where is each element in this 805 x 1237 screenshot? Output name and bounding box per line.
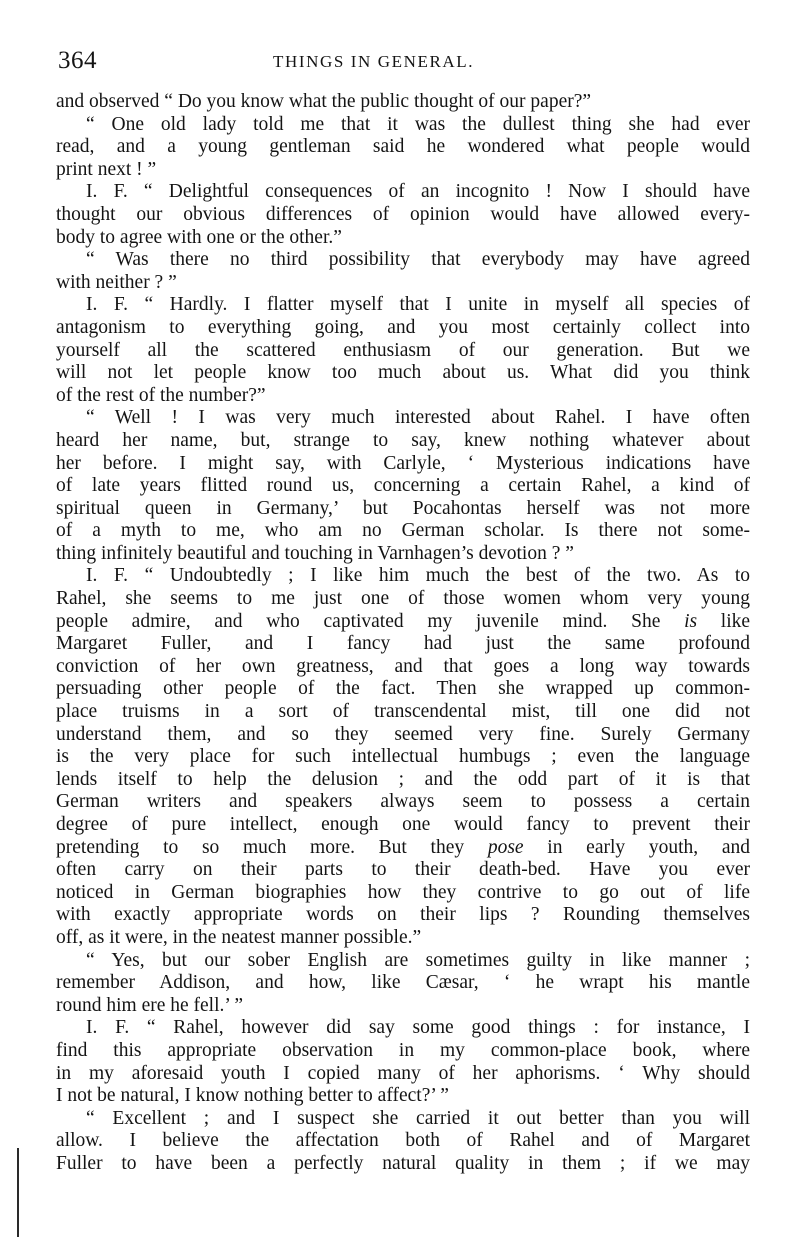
margin-rule <box>17 1148 19 1237</box>
text-line <box>56 430 750 453</box>
text-line <box>56 204 750 227</box>
italic-word: pose <box>487 836 524 858</box>
text-line <box>56 1017 750 1040</box>
text-line <box>56 791 750 814</box>
text-line-content: antagonism to everything going, and you most certainly collect into <box>56 316 750 338</box>
text-line-content: “ Yes, but our sober English are sometimes guilty in like manner ; <box>86 949 750 971</box>
text-line <box>56 272 750 295</box>
text-line-content: “ Was there no third possibility that everybody may have agreed <box>86 249 750 271</box>
text-line-content: with exactly appropriate words on their lips ? Rounding themselves <box>56 904 750 926</box>
page-number: 364 <box>58 47 97 74</box>
text-line <box>56 91 750 114</box>
text-line-content: heard her name, but, strange to say, knew nothing whatever about <box>56 429 750 451</box>
text-line <box>56 837 750 860</box>
text-line <box>56 227 750 250</box>
text-line <box>56 1108 750 1131</box>
text-line <box>56 181 750 204</box>
text-line-content: thought our obvious differences of opinion would have allowed every- <box>56 203 750 225</box>
text-line-continuation: like <box>720 610 751 632</box>
text-line-content: I. F. “ Undoubtedly ; I like him much the best of the two. As to <box>86 565 750 587</box>
text-line-content: I. F. “ Hardly. I flatter myself that I unite in myself all species of <box>86 294 750 316</box>
text-line <box>56 769 750 792</box>
text-line-content: degree of pure intellect, enough one would fancy to prevent their <box>56 814 750 835</box>
text-line <box>56 904 750 927</box>
text-line-content: pretending to so much more. But they <box>56 836 465 858</box>
text-line <box>56 724 750 747</box>
text-line <box>56 995 750 1018</box>
text-line-content: understand them, and so they seemed very fine. Surely Germany <box>56 723 750 745</box>
text-line <box>56 385 750 408</box>
text-line <box>56 1085 750 1108</box>
text-line <box>56 1153 750 1176</box>
text-line <box>56 317 750 340</box>
text-line <box>56 950 750 973</box>
text-line-content: round him ere he fell.’ ” <box>56 994 243 1016</box>
text-line <box>56 633 750 656</box>
text-line <box>56 882 750 905</box>
text-line-content: Rahel, she seems to me just one of those women whom very young <box>56 588 750 610</box>
text-line-content: allow. I believe the affectation both of Rahel and of Margaret <box>56 1130 750 1152</box>
text-line-content: will not let people know too much about us. What did you think <box>56 362 750 384</box>
text-line <box>56 249 750 272</box>
text-line-content: of the rest of the number?” <box>56 384 266 406</box>
text-line <box>56 927 750 950</box>
text-line-content: people admire, and who captivated my juvenile mind. She <box>56 610 661 632</box>
text-line <box>56 159 750 182</box>
text-line <box>56 407 750 430</box>
text-line <box>56 565 750 588</box>
text-line-content: of late years flitted round us, concerning a certain Rahel, a kind of <box>56 475 750 497</box>
text-line-content: place truisms in a sort of transcendental mist, till one did not <box>56 701 750 723</box>
text-line <box>56 972 750 995</box>
text-line-content: I not be natural, I know nothing better to affect?’ ” <box>56 1085 449 1107</box>
text-line-content: thing infinitely beautiful and touching in Varnhagen’s devotion ? ” <box>56 542 574 564</box>
text-line-content: in my aforesaid youth I copied many of her aphorisms. ‘ Why should <box>56 1062 750 1084</box>
italic-word: is <box>684 610 698 632</box>
text-line-content: with neither ? ” <box>56 271 177 293</box>
text-line <box>56 859 750 882</box>
text-line-content: her before. I might say, with Carlyle, ‘ Mysterious indications have <box>56 452 750 474</box>
body-text <box>56 91 750 1176</box>
text-line-content: of a myth to me, who am no German scholar. Is there not some- <box>56 520 750 542</box>
text-line <box>56 1063 750 1086</box>
text-line <box>56 520 750 543</box>
text-line-content: spiritual queen in Germany,’ but Pocahontas herself was not more <box>56 497 750 519</box>
text-line-content: lends itself to help the delusion ; and the odd part of it is that <box>56 768 750 790</box>
text-line <box>56 746 750 769</box>
text-line-content: I. F. “ Rahel, however did say some good things : for instance, I <box>86 1017 750 1039</box>
text-line-content: noticed in German biographies how they contrive to go out of life <box>56 881 750 903</box>
text-line-content: Margaret Fuller, and I fancy had just the same profound <box>56 633 750 655</box>
text-line <box>56 1130 750 1153</box>
text-line <box>56 340 750 363</box>
running-title: THINGS IN GENERAL. <box>273 52 475 71</box>
text-line <box>56 294 750 317</box>
text-line-content: remember Addison, and how, like Cæsar, ‘ he wrapt his mantle <box>56 972 750 994</box>
text-line <box>56 611 750 634</box>
text-line <box>56 656 750 679</box>
text-line-content: “ Well ! I was very much interested about Rahel. I have often <box>86 407 750 429</box>
text-line-content: yourself all the scattered enthusiasm of our generation. But we <box>56 339 750 361</box>
text-line-content: “ One old lady told me that it was the dullest thing she had ever <box>86 113 750 135</box>
text-line-content: I. F. “ Delightful consequences of an incognito ! Now I should have <box>86 181 750 203</box>
text-line <box>56 1040 750 1063</box>
text-line <box>56 362 750 385</box>
text-line-content: Fuller to have been a perfectly natural quality in them ; if we may <box>56 1152 750 1174</box>
text-line-content: conviction of her own greatness, and that goes a long way towards <box>56 655 750 677</box>
text-line <box>56 543 750 566</box>
text-line <box>56 136 750 159</box>
text-line-content: find this appropriate observation in my common-place book, where <box>56 1039 750 1061</box>
text-line-content: German writers and speakers always seem to possess a certain <box>56 791 750 813</box>
text-line-content: off, as it were, in the neatest manner possible.” <box>56 926 422 948</box>
text-line <box>56 475 750 498</box>
text-line <box>56 678 750 701</box>
text-line-content: is the very place for such intellectual humbugs ; even the language <box>56 746 750 768</box>
text-line <box>56 498 750 521</box>
text-line <box>56 701 750 724</box>
text-line-content: read, and a young gentleman said he wondered what people would <box>56 136 750 158</box>
text-line <box>56 588 750 611</box>
text-line <box>56 114 750 137</box>
page-header <box>58 46 758 76</box>
text-line-content: print next ! ” <box>56 158 157 180</box>
text-line <box>56 814 750 837</box>
text-line-continuation: in early youth, and <box>547 836 750 858</box>
text-line-content: often carry on their parts to their death-bed. Have you ever <box>56 859 750 881</box>
text-line <box>56 453 750 476</box>
text-line-content: body to agree with one or the other.” <box>56 226 342 248</box>
text-line-content: and observed “ Do you know what the public thought of our paper?” <box>56 91 592 112</box>
text-line-content: persuading other people of the fact. Then she wrapped up common- <box>56 678 750 700</box>
text-line-content: “ Excellent ; and I suspect she carried it out better than you will <box>86 1107 750 1129</box>
